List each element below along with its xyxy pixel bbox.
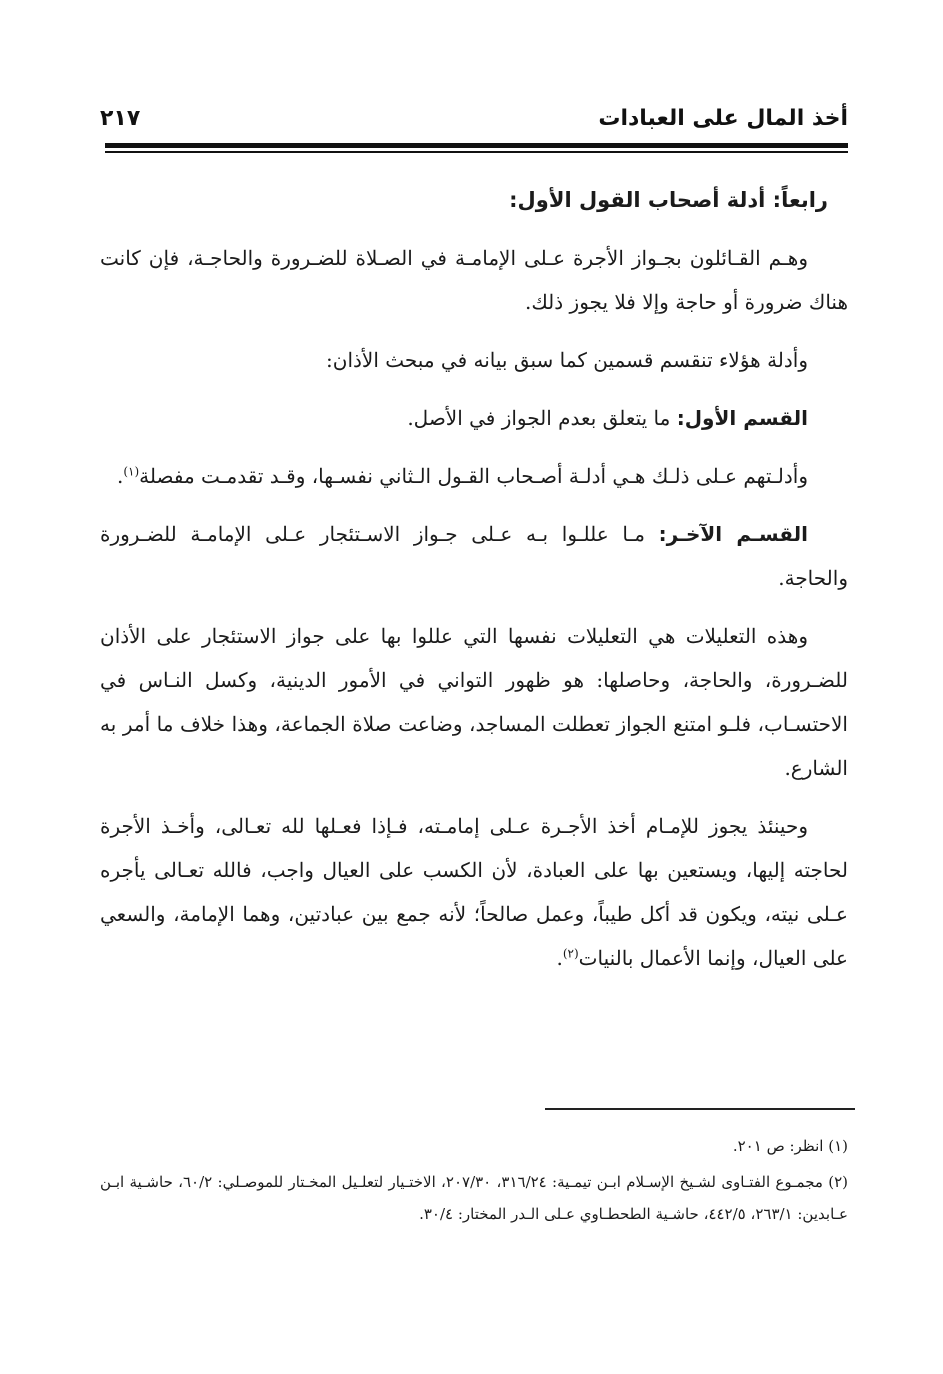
paragraph-6: وهذه التعليلات هي التعليلات نفسها التي عللوا بها على جواز الاستئجار على الأذان للضـرورة، والحاجة، وحاصلها: هو ظهور التواني في الأمور الدينية، وكسل النـاس في الاحتسـاب، فلـو امتنع الجواز تعطلت المساجد، وضاعت صلاة الجماعة، وهذا خلاف ما أمر به الشارع. [100, 624, 848, 780]
footnote-1: (١) انظر: ص ٢٠١. [732, 1137, 848, 1155]
paragraph-1: وهـم القـائلون بجـواز الأجرة عـلى الإمامـة في الصـلاة للضـرورة والحاجـة، فإن كانت هناك ضرورة أو حاجة وإلا فلا يجوز ذلك. [100, 246, 848, 314]
footnote-ref-1[interactable]: (١) [123, 464, 140, 479]
paragraph-5 [100, 512, 848, 600]
paragraph-4-text: وأدلـتهم عـلى ذلـك هـي أدلـة أصـحاب القـول الـثاني نفسـها، وقـد تقدمـت مفصلة [139, 464, 808, 488]
paragraph-7-end: . [556, 946, 563, 970]
paragraph-7-text: وحينئذ يجوز للإمـام أخذ الأجـرة عـلى إمامـته، فـإذا فعـلها لله تعـالى، وأخـذ الأجرة لحاجته إليها، ويستعين بها على العبادة، لأن الكسب على العيال واجب، فالله تعـالى يأجره عـلى نيته، ويكون قد أكل طيباً، وعمل صالحاً؛ لأنه جمع بين عبادتين، وهما الإمامة، والسعي على العيال، وإنما الأعمال بالنيات [100, 814, 848, 970]
page-number: ٢١٧ [100, 105, 141, 131]
paragraph-2: وأدلة هؤلاء تنقسم قسمين كما سبق بيانه في مبحث الأذان: [326, 348, 808, 372]
paragraph-7 [100, 804, 848, 980]
header-rule-thick [105, 143, 848, 148]
paragraph-5-text: مـا عللـوا بـه عـلى جـواز الاسـتئجار عـلى الإمامـة للضـرورة والحاجة. [100, 522, 848, 590]
main-text [100, 178, 848, 994]
footnote-ref-2[interactable]: (٢) [562, 946, 579, 961]
page-header [100, 98, 848, 138]
paragraph-4-end: . [116, 464, 124, 488]
paragraph-3 [100, 396, 848, 440]
running-title: أخذ المال على العبادات [598, 105, 848, 131]
paragraph-3-text: ما يتعلق بعدم الجواز في الأصل. [407, 406, 677, 430]
footnote-2: (٢) مجمـوع الفتـاوى لشـيخ الإسـلام ابـن تيمـية: ٣١٦/٢٤، ٢٠٧/٣٠، الاختـيار لتعلـيل المخـتار للموصـلي: ٦٠/٢، حاشـية ابـن عـابدين: ٢٦٣/١، ٤٤٢/٥، حاشـية الطحطـاوي عـلى الـدر المختار: ٣٠/٤. [100, 1173, 848, 1223]
paragraph-3-lead: القسم الأول: [676, 406, 808, 430]
paragraph-4 [100, 454, 848, 498]
paragraph-5-lead: القسـم الآخـر: [658, 522, 808, 546]
footnote-separator [545, 1108, 855, 1110]
header-rule-thin [105, 151, 848, 153]
section-heading: رابعاً: أدلة أصحاب القول الأول: [509, 188, 828, 212]
footnotes [100, 1130, 848, 1234]
